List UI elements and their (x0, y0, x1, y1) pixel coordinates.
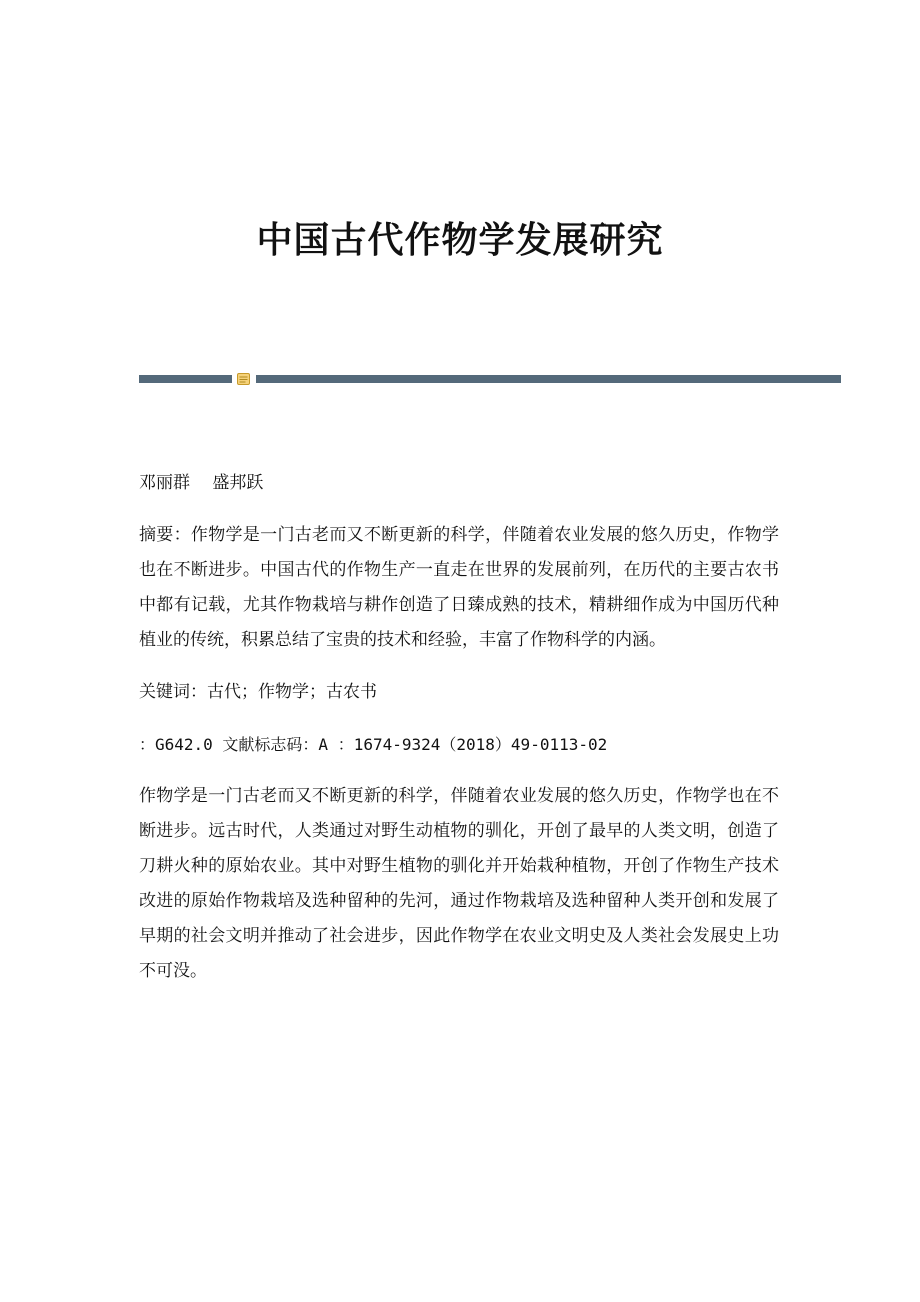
keywords-line: 关键词：古代；作物学；古农书 (139, 682, 377, 702)
divider-bar-right (256, 375, 841, 383)
document-body (139, 466, 779, 1006)
title-divider (139, 372, 841, 386)
classification-line: ：G642.0 文献标志码：A ：1674-9324（2018）49-0113-02 (139, 735, 608, 754)
document-title: 中国古代作物学发展研究 (256, 219, 664, 261)
divider-bar-left (139, 375, 232, 383)
book-emblem-icon (237, 373, 250, 385)
author-line: 邓丽群 盛邦跃 (139, 473, 264, 493)
body-paragraph: 作物学是一门古老而又不断更新的科学，伴随着农业发展的悠久历史，作物学也在不断进步。远古时代，人类通过对野生动植物的驯化，开创了最早的人类文明，创造了刀耕火种的原始农业。其中对野生植物的驯化并开始栽种植物，开创了作物生产技术改进的原始作物栽培及选种留种的先河，通过作物栽培及选种留种人类开创和发展了早期的社会文明并推动了社会进步，因此作物学在农业文明史及人类社会发展史上功不可没。 (139, 786, 779, 981)
abstract-paragraph: 摘要：作物学是一门古老而又不断更新的科学，伴随着农业发展的悠久历史，作物学也在不断进步。中国古代的作物生产一直走在世界的发展前列，在历代的主要古农书中都有记载，尤其作物栽培与耕作创造了日臻成熟的技术，精耕细作成为中国历代种植业的传统，积累总结了宝贵的技术和经验，丰富了作物科学的内涵。 (139, 525, 779, 650)
